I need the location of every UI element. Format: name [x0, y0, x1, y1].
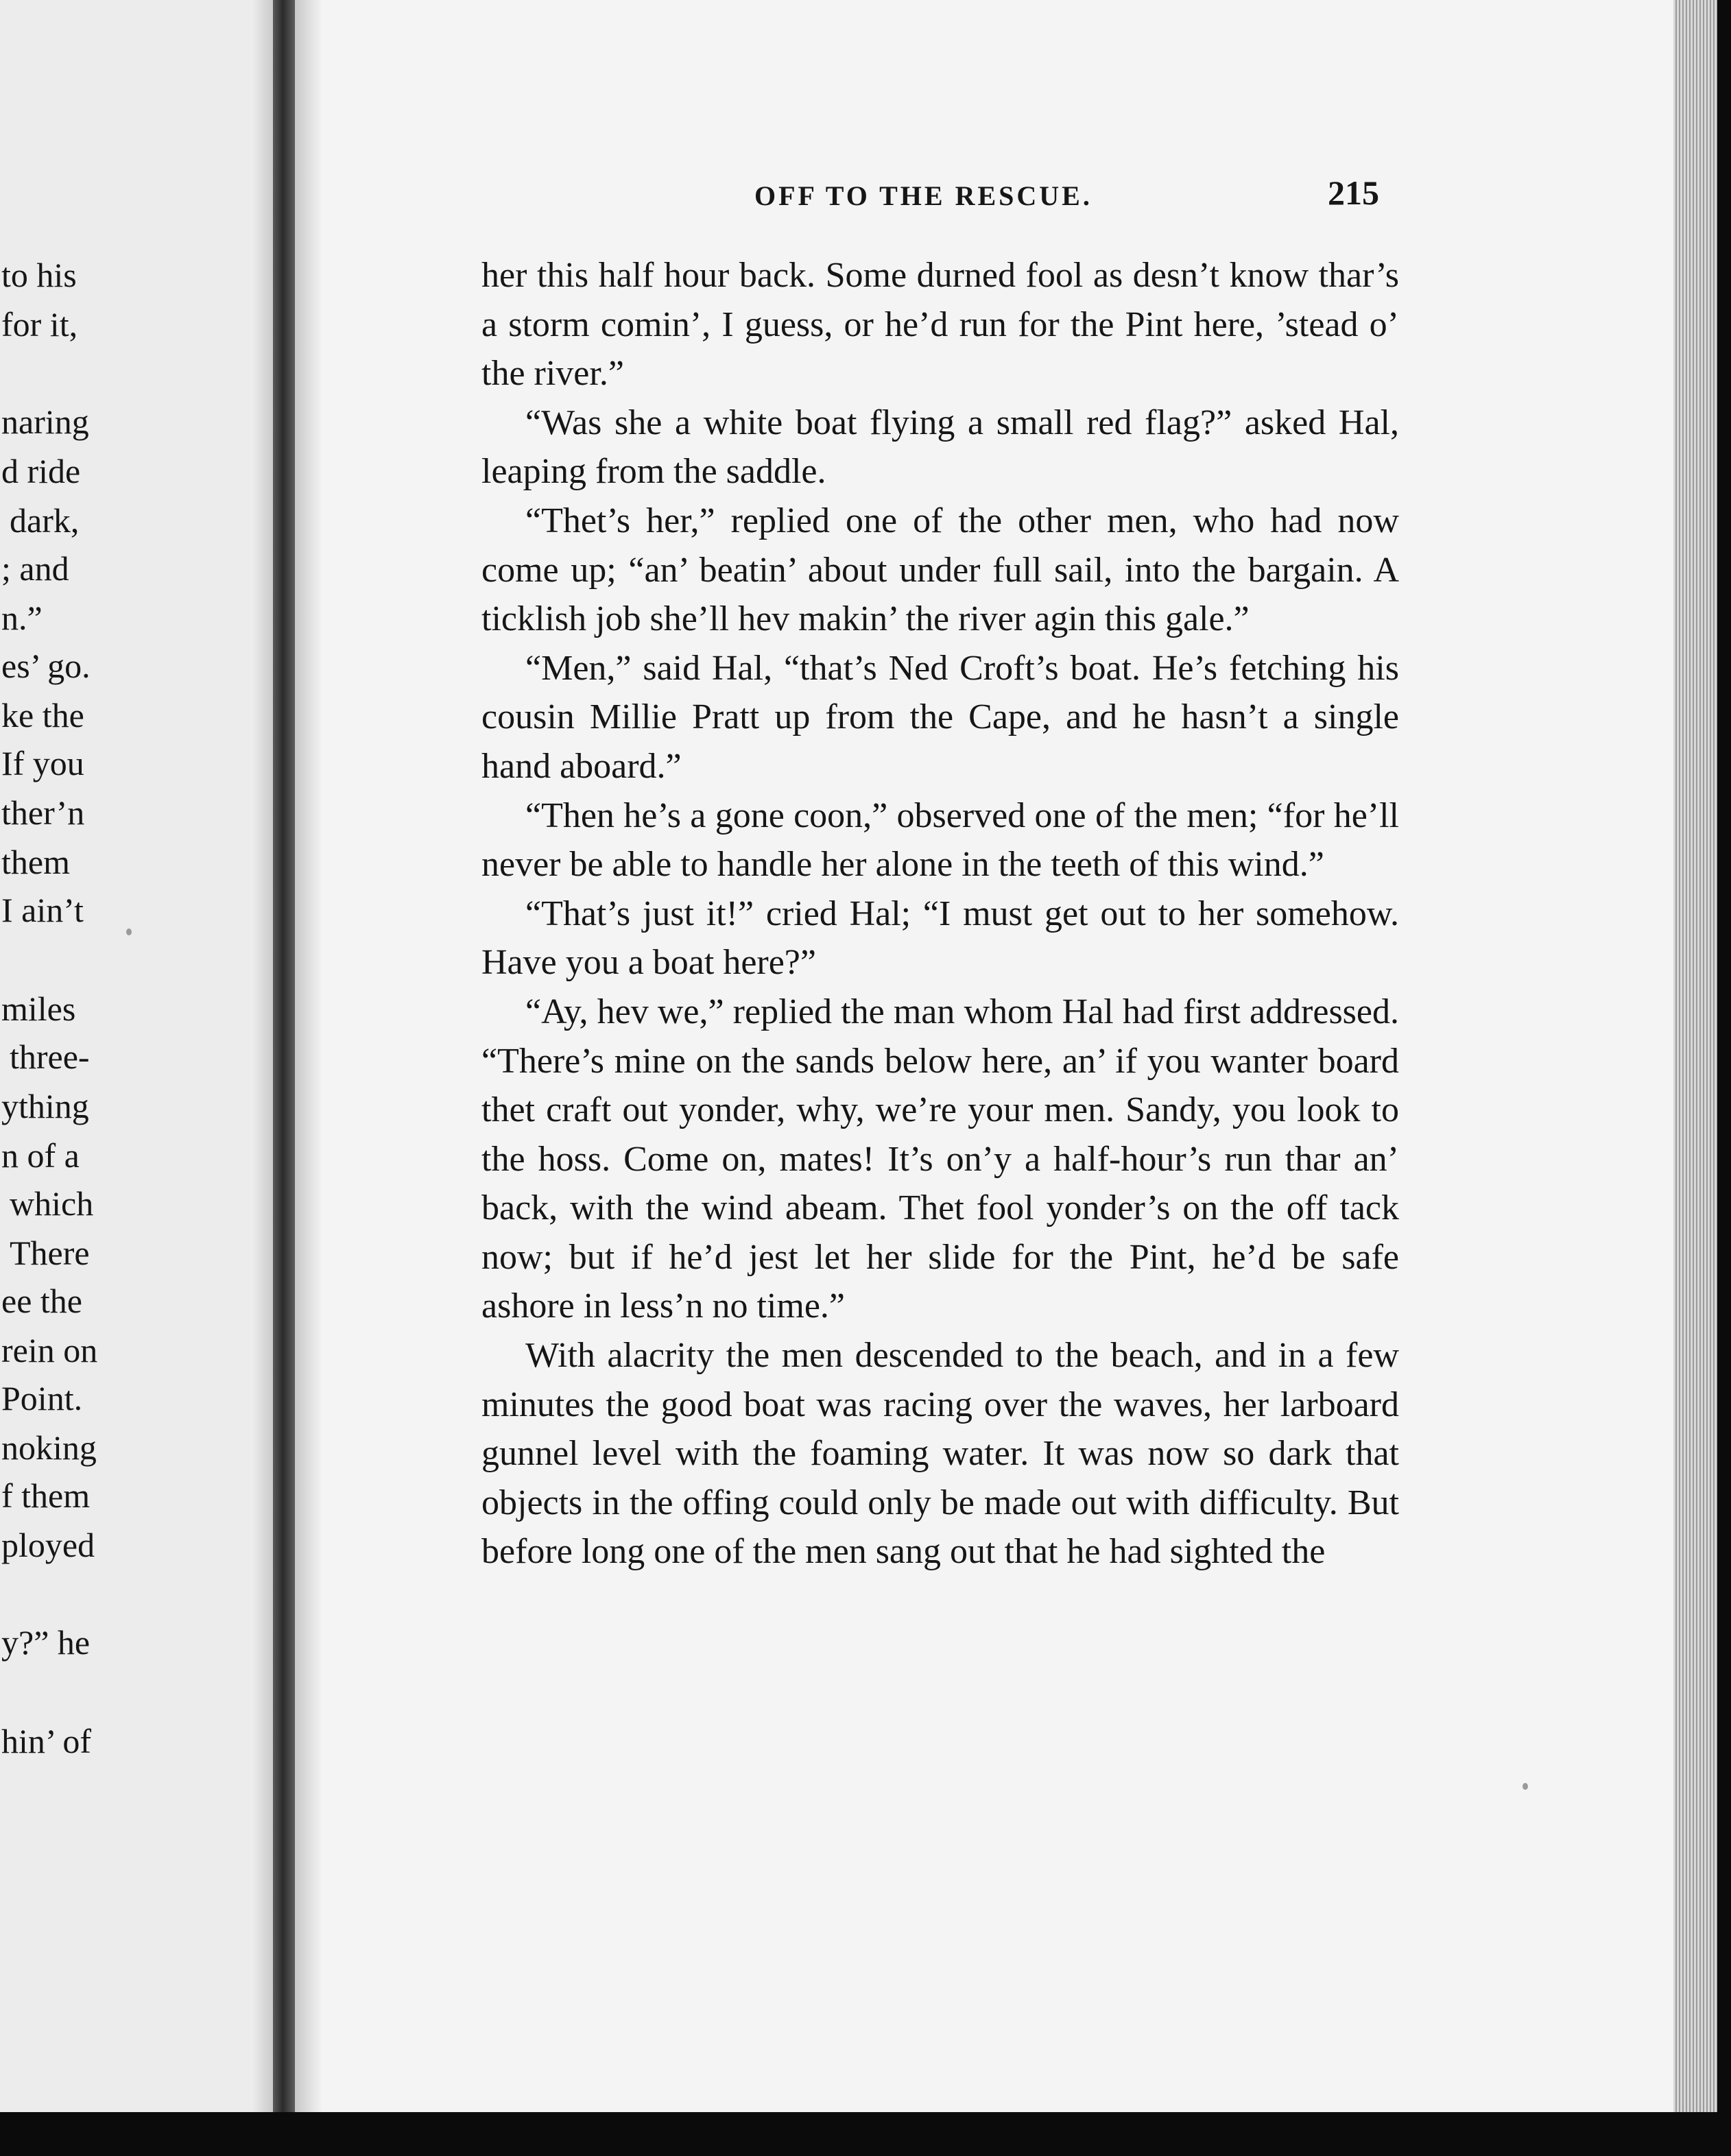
dust-speck	[126, 929, 132, 935]
left-page-line: naring	[1, 403, 89, 441]
scan-border	[0, 2112, 1731, 2156]
left-page-line: ything	[1, 1087, 89, 1125]
left-page-line: Point.	[1, 1379, 83, 1417]
page-number: 215	[1328, 173, 1379, 212]
left-page-line: for it,	[1, 305, 78, 344]
left-page-line: ke the	[1, 696, 84, 734]
left-page-line: dark,	[10, 501, 80, 540]
left-page-line: There	[10, 1234, 90, 1272]
paragraph: “Ay, hev we,” replied the man whom Hal had first addressed. “There’s mine on the sands below here, an’ if you wanter board thet craft out yonder, why, we’re your men. Sandy, you look to the hoss. Come on, mates! It’s on’y a half-hour’s run thar an’ back, with the wind abeam. Thet fool yonder’s on the off tack now; but if he’d jest let her slide for the Pint, he’d be safe ashore in less’n no time.”	[481, 992, 1399, 1326]
paragraph: “Men,” said Hal, “that’s Ned Croft’s boat. He’s fetching his cousin Millie Pratt up from the Cape, and he hasn’t a single hand aboard.”	[481, 648, 1399, 786]
left-page-line: rein on	[1, 1331, 98, 1369]
paragraph: “Thet’s her,” replied one of the other men, who had now come up; “an’ beatin’ about under full sail, into the bargain. A ticklish job she’ll hev makin’ the river agin this gale.”	[481, 501, 1399, 639]
left-page-line: hin’ of	[1, 1722, 91, 1760]
book-gutter	[273, 0, 298, 2112]
body-text	[481, 251, 1399, 1577]
left-page-line: ; and	[1, 549, 69, 588]
page-block-edge	[1673, 0, 1717, 2112]
running-head: OFF TO THE RESCUE.	[754, 180, 1093, 211]
left-page-line: I ain’t	[1, 891, 84, 929]
left-page-line: ployed	[1, 1526, 95, 1564]
left-page-line: f them	[1, 1476, 91, 1515]
left-page-line: which	[10, 1184, 94, 1223]
left-page-line: d ride	[1, 452, 81, 490]
left-page-line: them	[1, 843, 70, 881]
right-page-inner-shade	[295, 0, 322, 2112]
left-page-line: three-	[10, 1038, 90, 1076]
left-page-line: es’ go.	[1, 647, 91, 685]
left-page-line: to his	[1, 256, 77, 294]
dust-speck	[1523, 1783, 1528, 1790]
left-page	[0, 0, 288, 2156]
paragraph: “That’s just it!” cried Hal; “I must get out to her somehow. Have you a boat here?”	[481, 894, 1399, 983]
paragraph: “Was she a white boat flying a small red flag?” asked Hal, leaping from the saddle.	[481, 403, 1399, 492]
left-page-line: ther’n	[1, 793, 85, 832]
left-page-line: n.”	[1, 599, 43, 637]
left-page-line: noking	[1, 1428, 97, 1467]
left-page-line: If you	[1, 744, 84, 782]
left-page-line: miles	[1, 990, 76, 1028]
paragraph: With alacrity the men descended to the beach, and in a few minutes the good boat was racing over the waves, her larboard gunnel level with the foaming water. It was now so dark that objects in the offing could only be made out with difficulty. But before long one of the men sang out that he had sighted the	[481, 1336, 1399, 1572]
left-page-line: y?” he	[1, 1623, 91, 1662]
left-page-line: ee the	[1, 1282, 82, 1320]
paragraph: “Then he’s a gone coon,” observed one of the men; “for he’ll never be able to handle her alone in the teeth of this wind.”	[481, 795, 1399, 885]
paragraph: her this half hour back. Some durned fool as desn’t know thar’s a storm comin’, I guess, or he’d run for the Pint here, ’stead o’ the river.”	[481, 256, 1399, 394]
left-page-line: n of a	[1, 1136, 80, 1175]
